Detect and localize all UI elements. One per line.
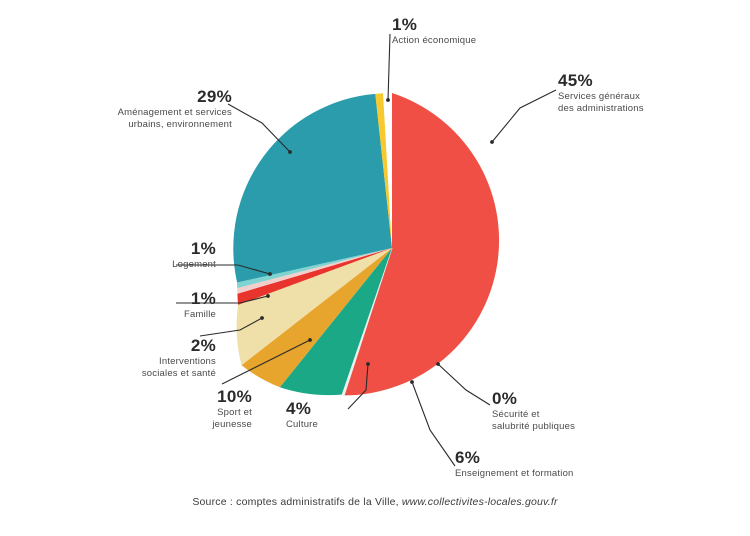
category-enseignement: Enseignement et formation xyxy=(455,468,574,480)
leader-action-economique xyxy=(386,34,390,102)
value-logement: 1% xyxy=(190,239,216,258)
value-enseignement: 6% xyxy=(455,448,481,467)
leader-services-generaux xyxy=(490,90,556,144)
value-famille: 1% xyxy=(190,289,216,308)
label-sport xyxy=(160,386,252,431)
label-culture xyxy=(286,398,378,431)
label-logement xyxy=(104,238,216,271)
source-link: www.collectivites-locales.gouv.fr xyxy=(401,496,558,508)
value-amenagement: 29% xyxy=(197,87,232,106)
value-sport: 10% xyxy=(217,387,252,406)
label-action-economique xyxy=(392,14,552,47)
value-services-generaux: 45% xyxy=(558,71,593,90)
category-sport: Sport et jeunesse xyxy=(212,407,252,431)
source-note xyxy=(0,496,750,508)
value-interventions: 2% xyxy=(190,336,216,355)
category-logement: Logement xyxy=(172,259,216,271)
category-culture: Culture xyxy=(286,419,319,431)
value-action-economique: 1% xyxy=(392,15,418,34)
value-culture: 4% xyxy=(286,399,312,418)
label-securite xyxy=(492,388,632,433)
label-famille xyxy=(104,288,216,321)
category-action-economique: Action économique xyxy=(392,35,477,47)
value-securite: 0% xyxy=(492,389,518,408)
category-famille: Famille xyxy=(183,309,216,321)
label-services-generaux xyxy=(558,70,728,115)
category-services-generaux: Services généraux des administrations xyxy=(558,91,644,115)
label-enseignement xyxy=(455,447,635,480)
source-prefix: Source : comptes administratifs de la Ville, xyxy=(192,496,402,508)
label-amenagement xyxy=(82,86,232,131)
category-securite: Sécurité et salubrité publiques xyxy=(492,409,576,433)
leader-enseignement xyxy=(410,380,455,466)
label-interventions xyxy=(108,335,216,380)
leader-securite xyxy=(436,362,490,405)
category-interventions: Interventions sociales et santé xyxy=(141,356,216,380)
category-amenagement: Aménagement et services urbains, environnement xyxy=(117,107,232,131)
